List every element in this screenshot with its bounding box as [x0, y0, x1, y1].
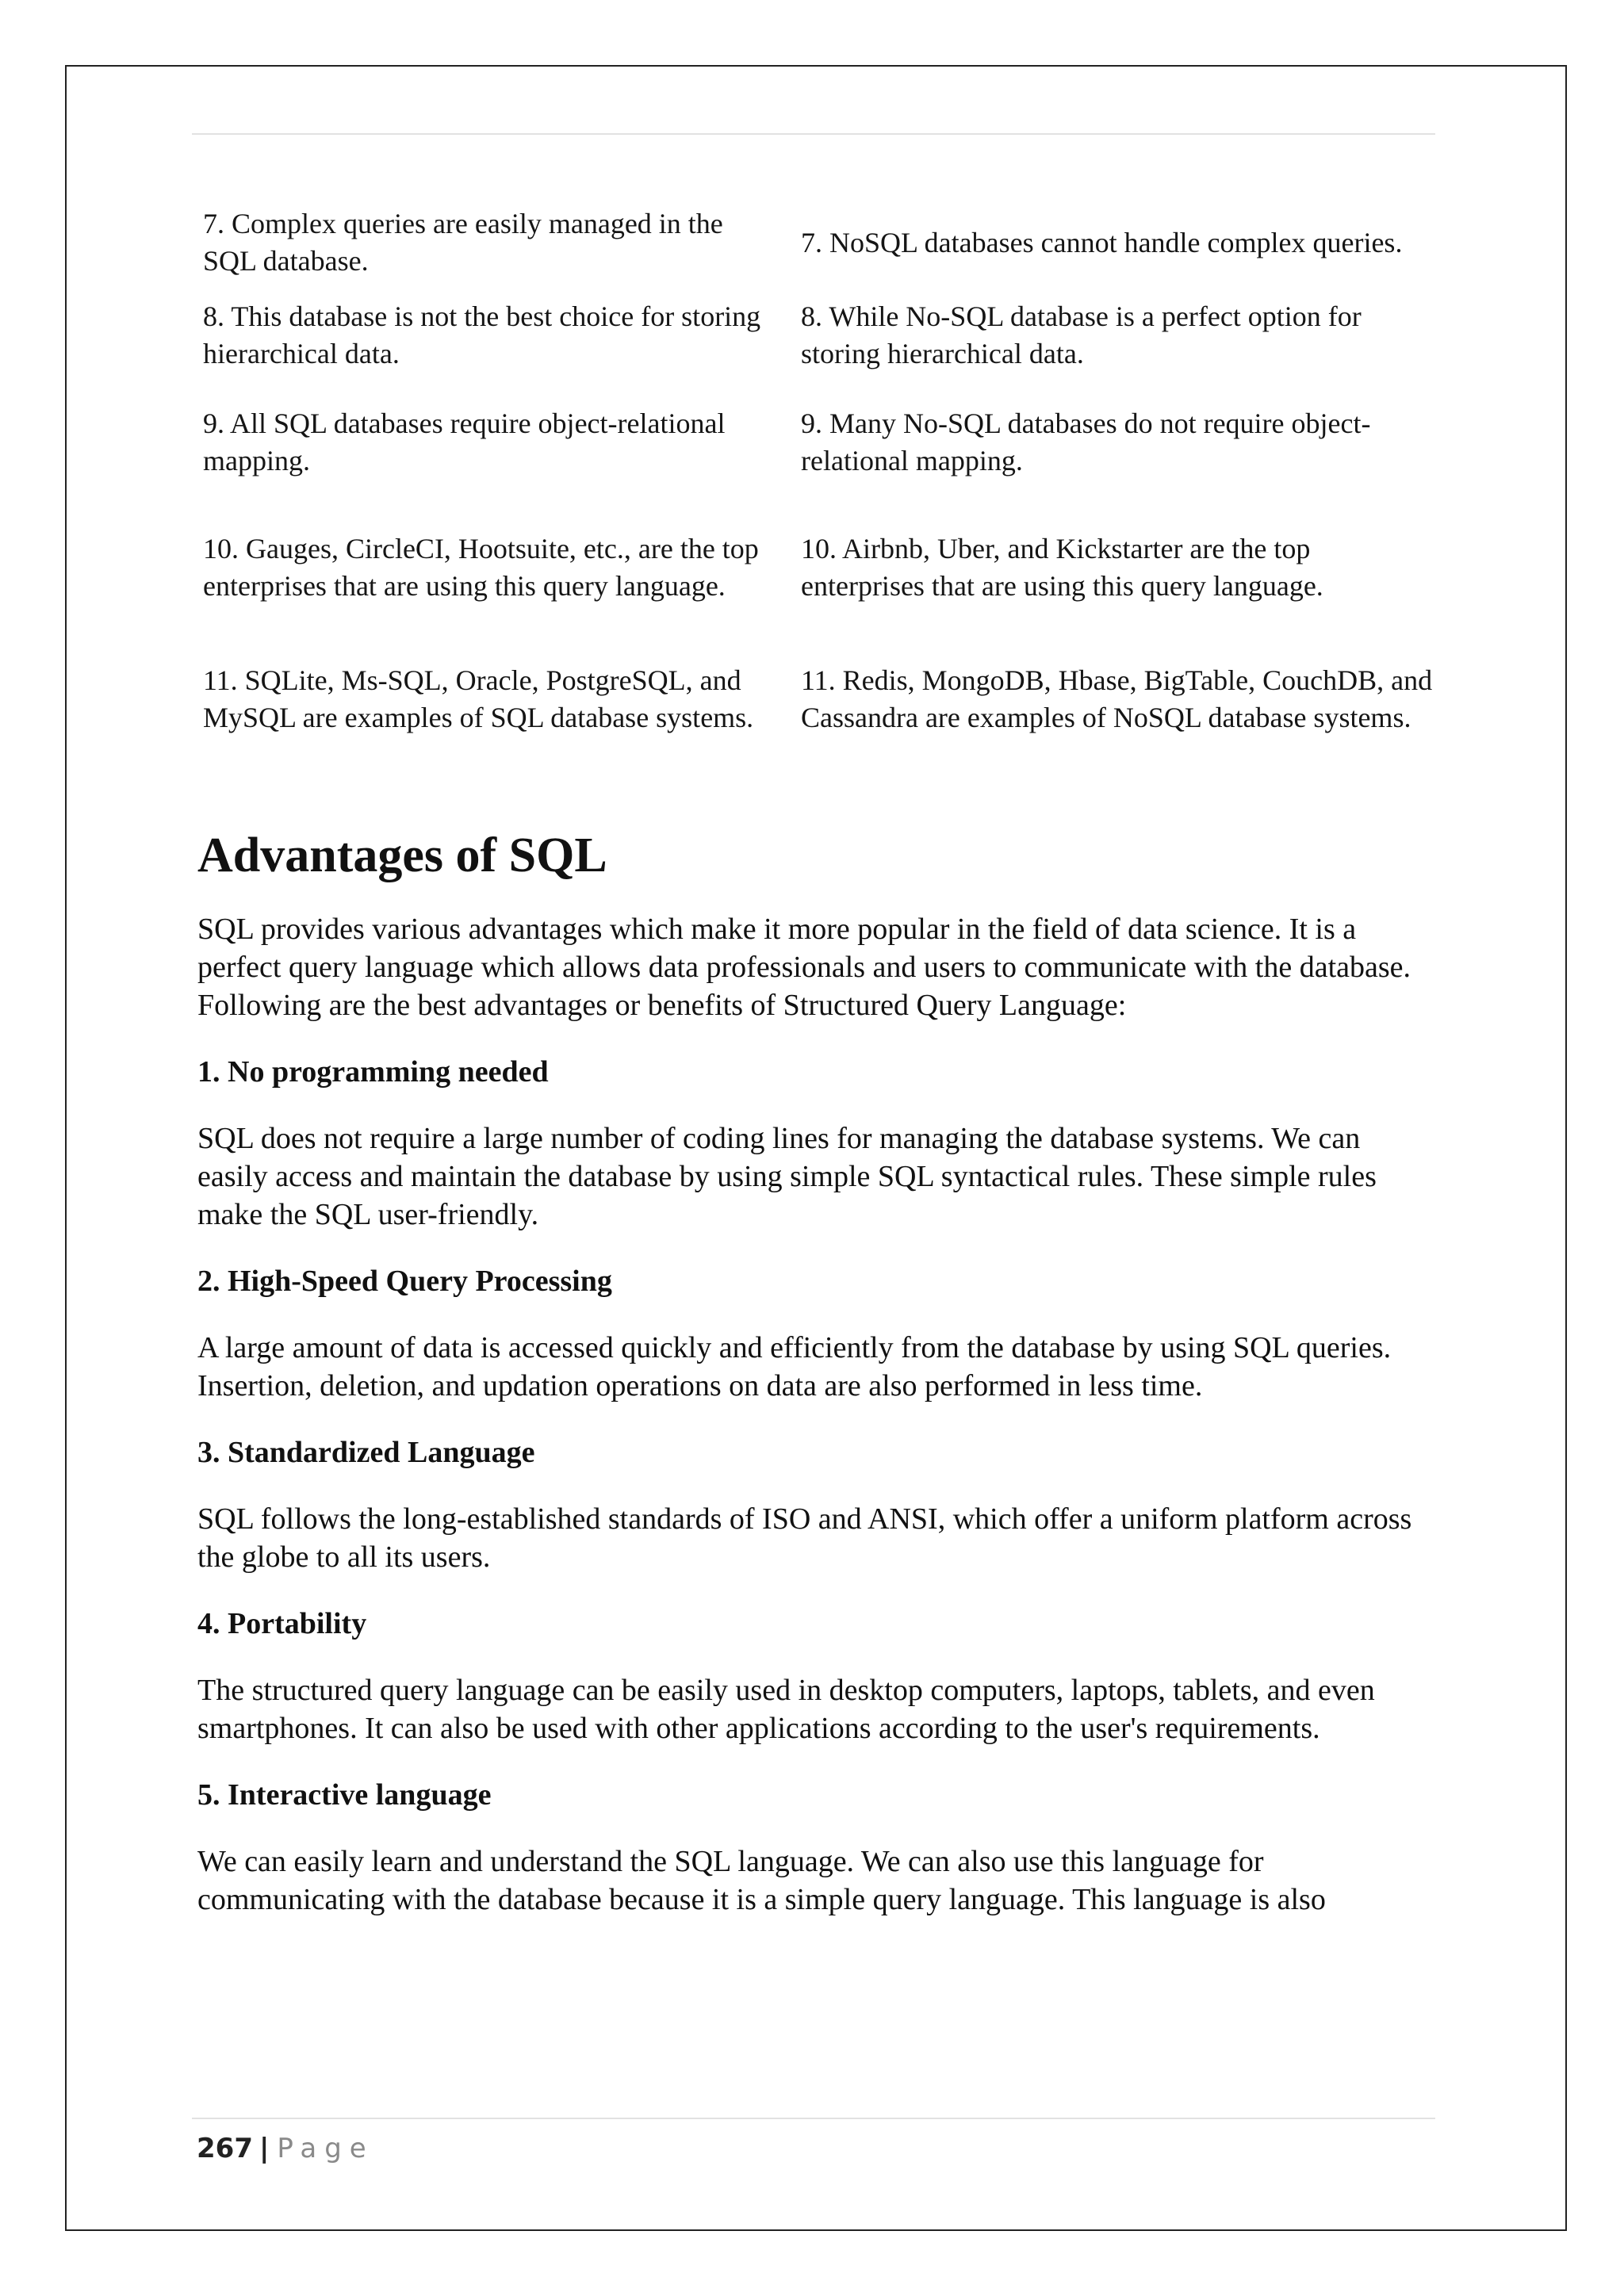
- sql-cell: 7. Complex queries are easily managed in the SQL database.: [203, 208, 723, 277]
- advantage-heading: 3. Standardized Language: [197, 1436, 535, 1469]
- footer-rule: [192, 2118, 1435, 2119]
- page-footer: [197, 2131, 374, 2166]
- sql-cell: 11. SQLite, Ms-SQL, Oracle, PostgreSQL, and MySQL are examples of SQL database systems.: [203, 664, 754, 733]
- page-number: 267: [197, 2133, 253, 2164]
- nosql-cell: 9. Many No-SQL databases do not require object-relational mapping.: [801, 408, 1371, 476]
- nosql-cell: 11. Redis, MongoDB, Hbase, BigTable, CouchDB, and Cassandra are examples of NoSQL database systems.: [801, 664, 1433, 733]
- footer-separator: |: [259, 2133, 270, 2164]
- table-row: [203, 282, 1437, 388]
- advantage-body: SQL follows the long-established standards of ISO and ANSI, which offer a uniform platform across the globe to all its users.: [197, 1502, 1412, 1574]
- table-row: [203, 496, 1437, 639]
- nosql-cell: 8. While No-SQL database is a perfect option for storing hierarchical data.: [801, 300, 1362, 369]
- advantages-section: [197, 825, 1434, 1947]
- section-intro: SQL provides various advantages which make it more popular in the field of data science. It is a perfect query language which allows data professionals and users to communicate with the database. Following are the best advantages or benefits of Structured Query Language:: [197, 913, 1411, 1022]
- table-row: [203, 388, 1437, 496]
- nosql-cell: 10. Airbnb, Uber, and Kickstarter are the top enterprises that are using this query language.: [801, 533, 1323, 602]
- advantage-heading: 1. No programming needed: [197, 1055, 549, 1089]
- advantage-body: The structured query language can be easily used in desktop computers, laptops, tablets, and even smartphones. It can also be used with other applications according to the user's requirements.: [197, 1674, 1375, 1745]
- advantage-body: SQL does not require a large number of coding lines for managing the database systems. We can easily access and maintain the database by using simple SQL syntactical rules. These simple rules make the SQL user-friendly.: [197, 1122, 1377, 1231]
- table-row: [203, 203, 1437, 282]
- advantage-body: We can easily learn and understand the SQL language. We can also use this language for communicating with the database because it is a simple query language. This language is also: [197, 1845, 1326, 1916]
- sql-cell: 9. All SQL databases require object-relational mapping.: [203, 408, 726, 476]
- section-title: Advantages of SQL: [197, 828, 607, 882]
- sql-cell: 10. Gauges, CircleCI, Hootsuite, etc., are the top enterprises that are using this query language.: [203, 533, 759, 602]
- advantage-heading: 5. Interactive language: [197, 1778, 492, 1812]
- header-rule: [192, 133, 1435, 135]
- page-label: Page: [277, 2133, 374, 2164]
- table-row: [203, 639, 1437, 760]
- nosql-cell: 7. NoSQL databases cannot handle complex queries.: [801, 226, 1403, 258]
- sql-cell: 8. This database is not the best choice for storing hierarchical data.: [203, 300, 761, 369]
- advantage-body: A large amount of data is accessed quickly and efficiently from the database by using SQL queries. Insertion, deletion, and updation operations on data are also performed in less time.: [197, 1331, 1392, 1402]
- comparison-table: [203, 203, 1437, 760]
- advantage-heading: 4. Portability: [197, 1607, 367, 1640]
- advantage-heading: 2. High-Speed Query Processing: [197, 1265, 612, 1298]
